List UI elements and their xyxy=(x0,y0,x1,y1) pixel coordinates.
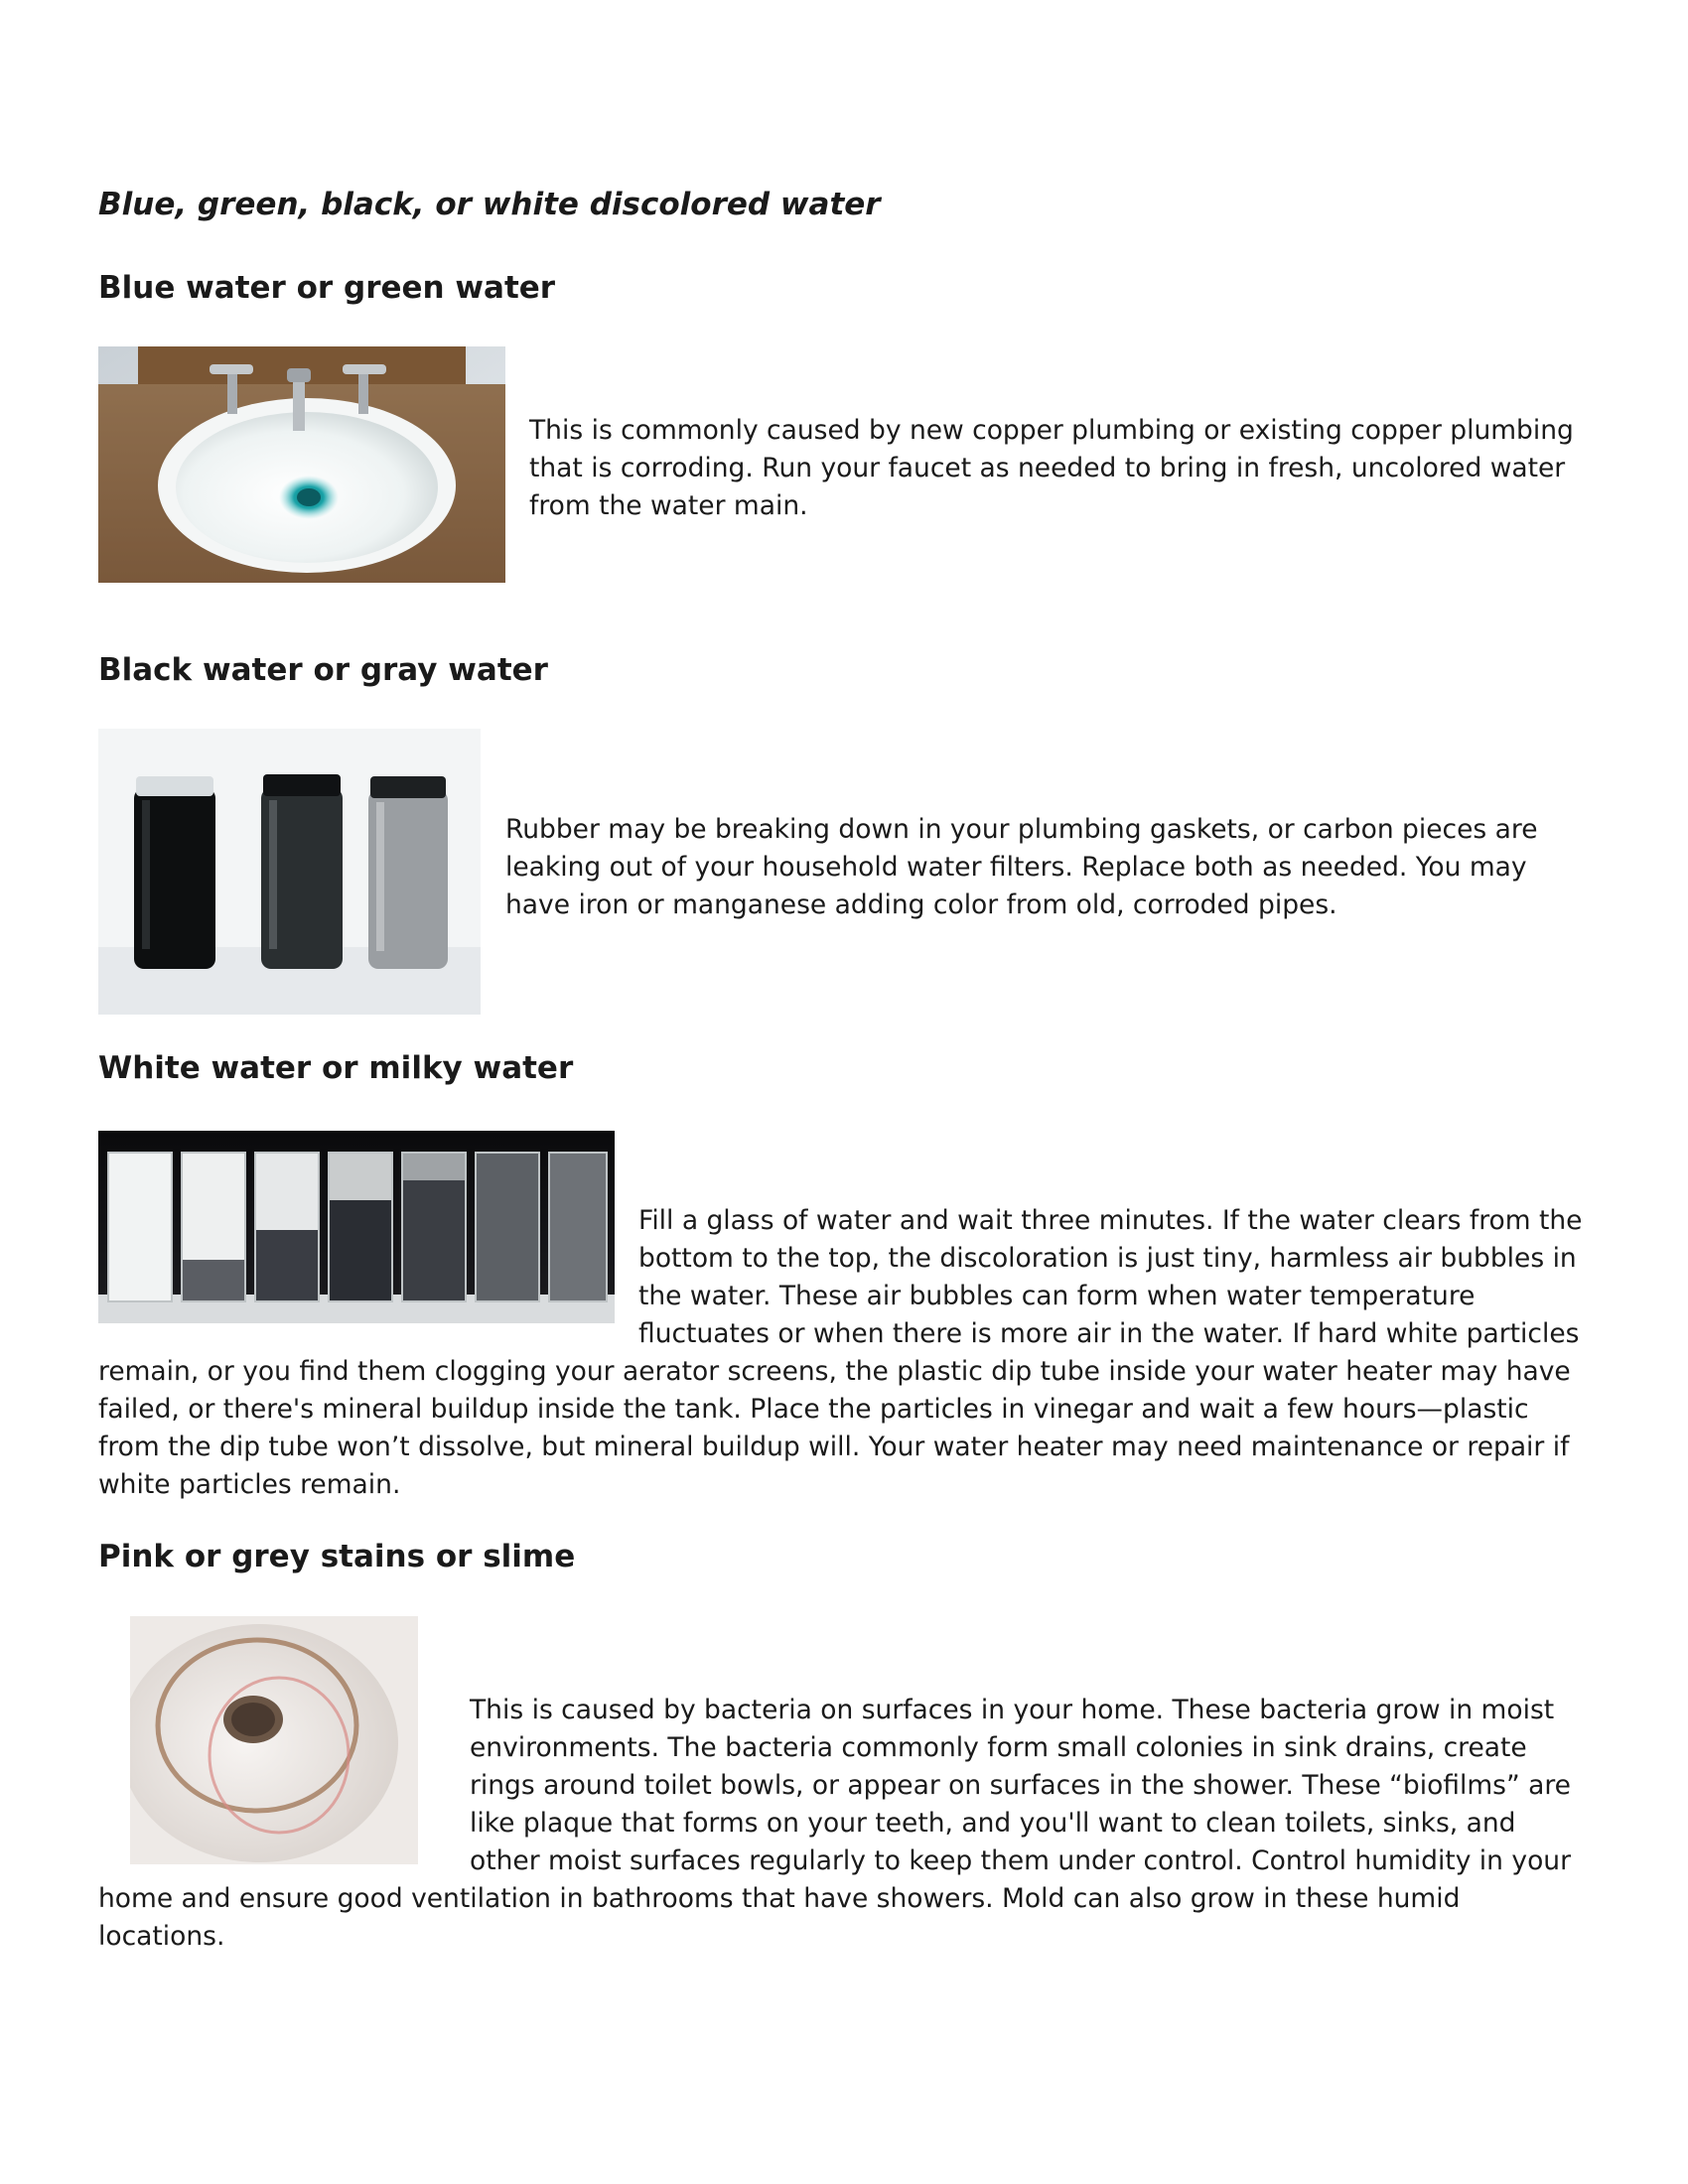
jars-photo xyxy=(98,729,481,1015)
section-flow-white-milky xyxy=(98,1131,1588,1504)
sink-image xyxy=(98,346,505,583)
section-text-white-milky: Fill a glass of water and wait three minutes. If the water clears from the bottom to the top, the discoloration is just tiny, harmless air bubbles in the water. These air bubbles can form when water temperature fluctuates or when there is more air in the water. If hard white particles remain, or you find them clogging your aerator screens, the plastic dip tube inside your water heater may have failed, or there's mineral buildup inside the tank. Place the particles in vinegar and wait a few hours—plastic from the dip tube won’t dissolve, but mineral buildup will. Your water heater may need maintenance or repair if white particles remain. xyxy=(98,1205,1583,1500)
section-heading-pink-grey: Pink or grey stains or slime xyxy=(98,1539,576,1574)
page-title: Blue, green, black, or white discolored water xyxy=(98,187,881,222)
toilet-photo xyxy=(130,1616,418,1864)
glasses-image xyxy=(98,1131,615,1323)
toilet-image xyxy=(130,1616,418,1864)
section-text-black-gray: Rubber may be breaking down in your plumbing gaskets, or carbon pieces are leaking out of your household water filters. Replace both as needed. You may have iron or manganese adding color from old, corroded pipes. xyxy=(505,814,1538,920)
section-heading-white-milky: White water or milky water xyxy=(98,1050,574,1086)
glasses-photo xyxy=(98,1131,615,1323)
section-heading-black-gray: Black water or gray water xyxy=(98,652,548,688)
section-heading-blue-green: Blue water or green water xyxy=(98,270,556,306)
section-text-blue-green: This is commonly caused by new copper plumbing or existing copper plumbing that is corroding. Run your faucet as needed to bring in fresh, uncolored water from the water main. xyxy=(529,415,1574,521)
jars-image xyxy=(98,729,481,1015)
sink-photo xyxy=(98,346,505,583)
section-flow-pink-grey xyxy=(98,1616,1588,1956)
section-text-pink-grey: This is caused by bacteria on surfaces in your home. These bacteria grow in moist environments. The bacteria commonly form small colonies in sink drains, create rings around toilet bowls, or appear on surfaces in the shower. These “biofilms” are like plaque that forms on your teeth, and you'll want to clean toilets, sinks, and other moist surfaces regularly to keep them under control. Control humidity in your home and ensure good ventilation in bathrooms that have showers. Mold can also grow in these humid locations. xyxy=(98,1695,1571,1952)
